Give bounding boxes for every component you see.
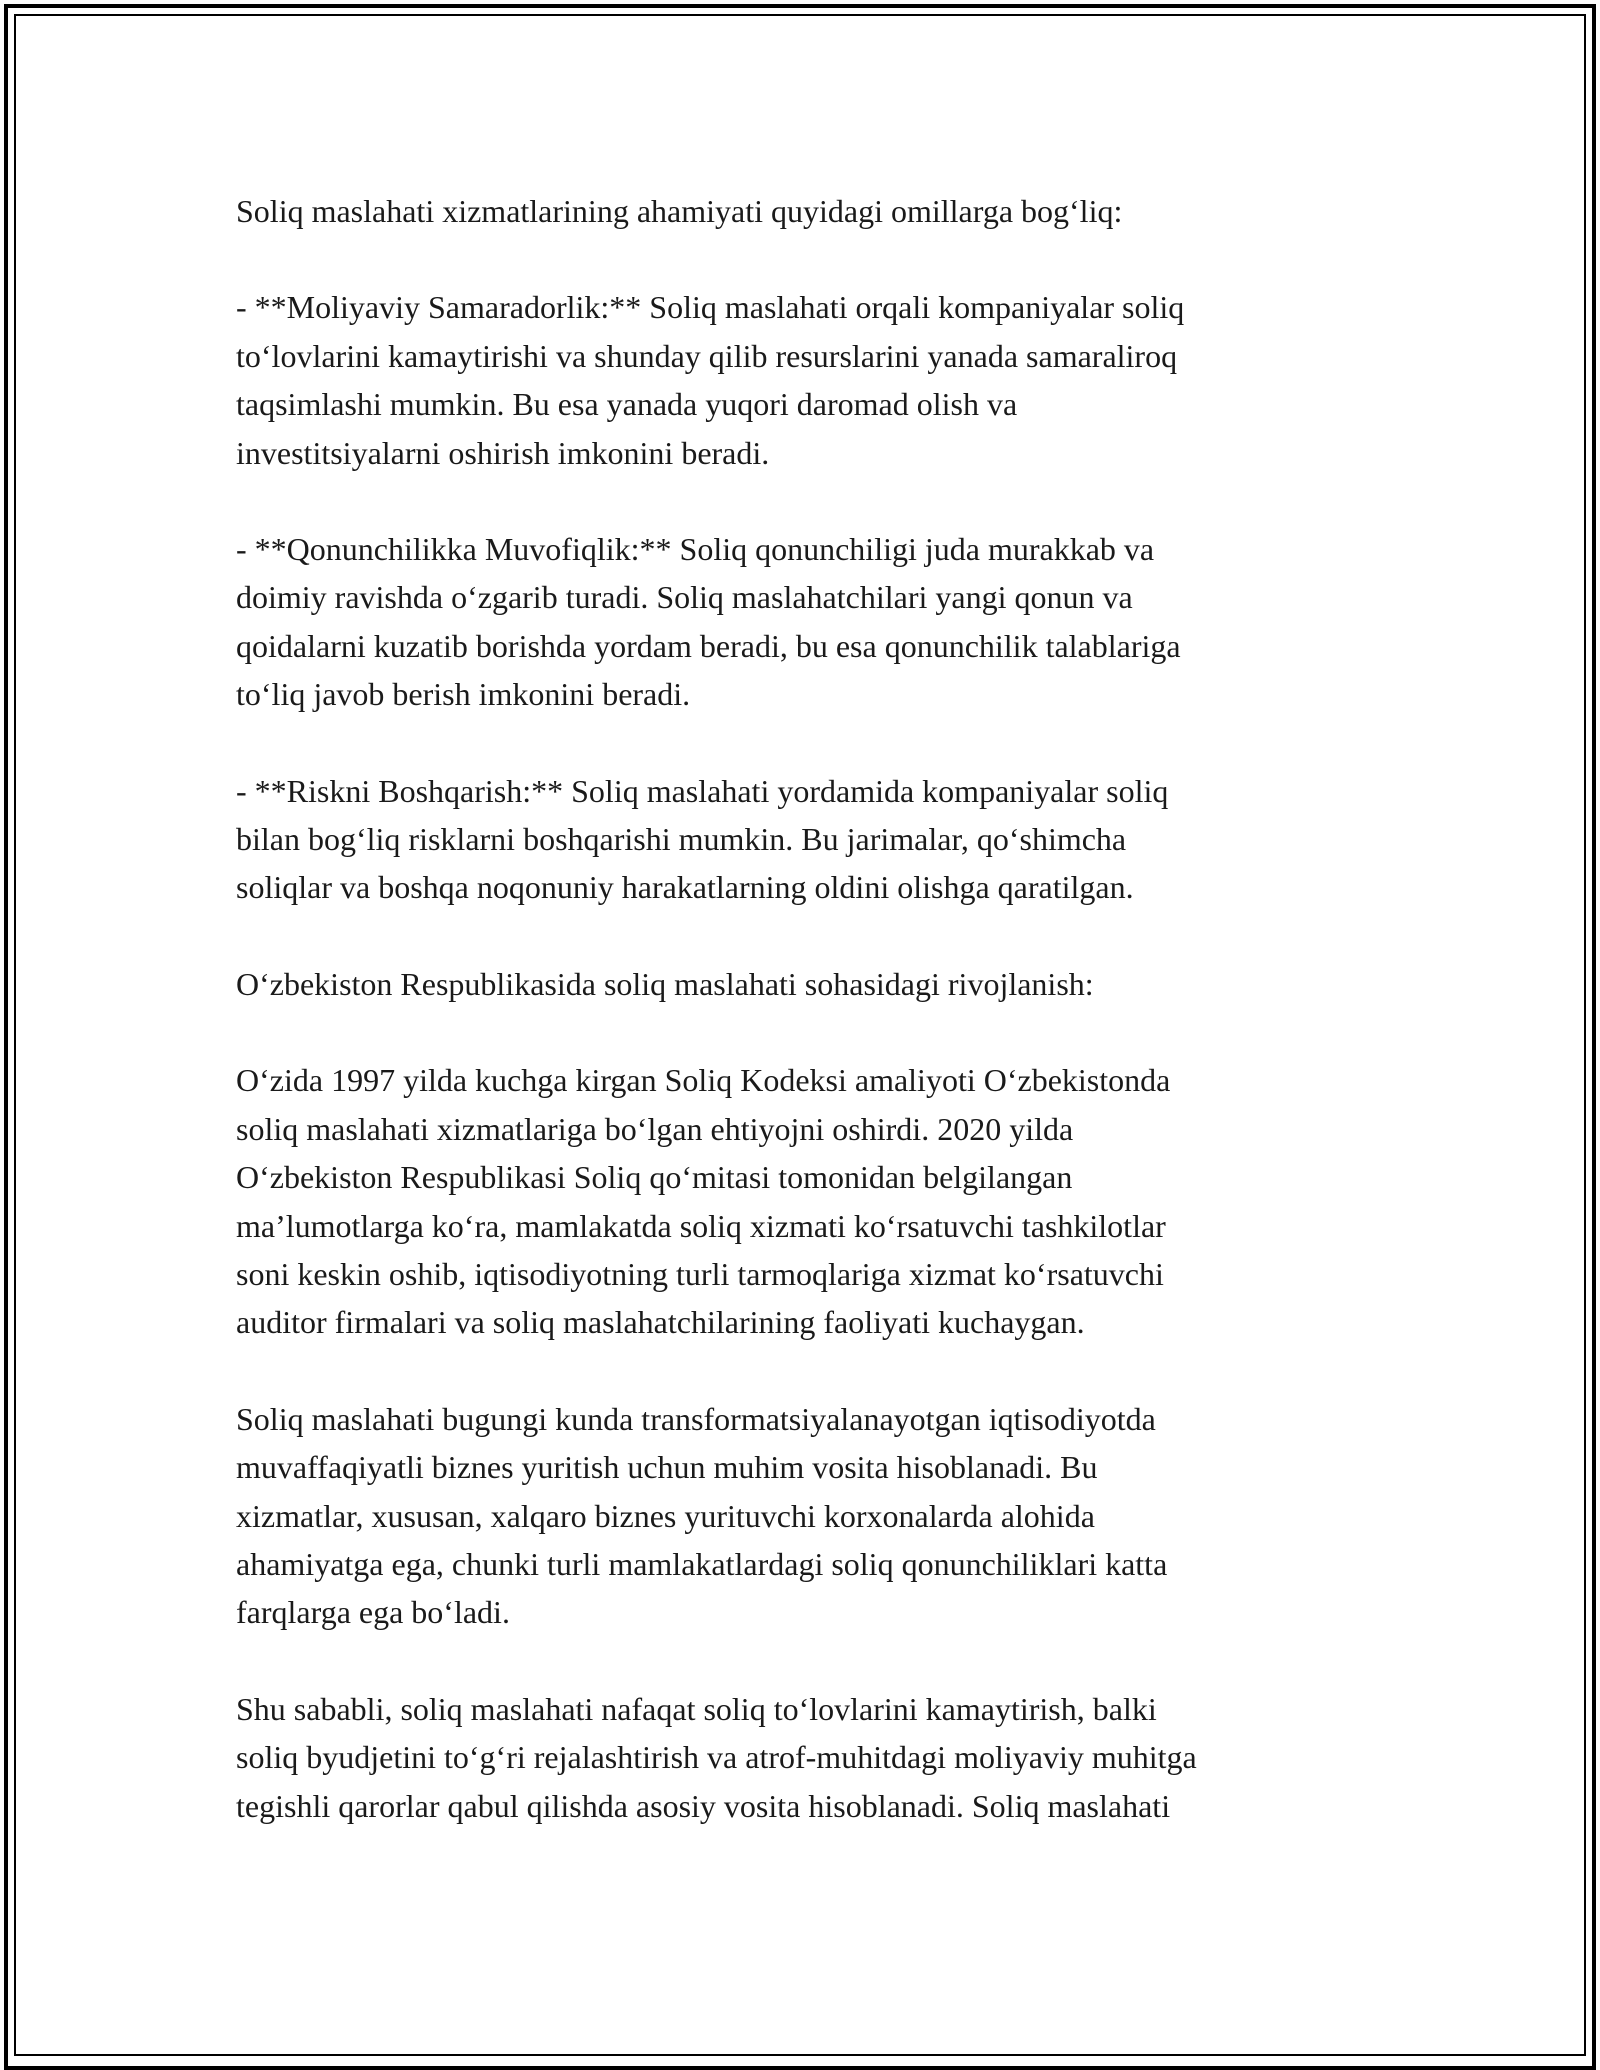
paragraph-legal-compliance: [236, 525, 1366, 719]
text-line: to‘liq javob berish imkonini beradi.: [236, 676, 691, 713]
paragraph-risk-management: [236, 767, 1366, 912]
text-line: bilan bog‘liq risklarni boshqarishi mumkin. Bu jarimalar, qo‘shimcha: [236, 821, 1127, 858]
text-line: - **Moliyaviy Samaradorlik:** Soliq maslahati orqali kompaniyalar soliq: [236, 289, 1185, 326]
text-line: farqlarga ega bo‘ladi.: [236, 1594, 510, 1631]
text-line: qoidalarni kuzatib borishda yordam beradi, bu esa qonunchilik talablariga: [236, 627, 1181, 664]
text-line: ahamiyatga ega, chunki turli mamlakatlardagi soliq qonunchiliklari katta: [236, 1545, 1168, 1582]
text-line: muvaffaqiyatli biznes yuritish uchun muhim vosita hisoblanadi. Bu: [236, 1449, 1098, 1486]
text-line: Soliq maslahati xizmatlarining ahamiyati quyidagi omillarga bog‘liq:: [236, 193, 1123, 229]
text-line: soliq byudjetini to‘g‘ri rejalashtirish va atrof-muhitdagi moliyaviy muhitga: [236, 1739, 1197, 1776]
paragraph-financial-efficiency: [236, 283, 1366, 477]
paragraph-tax-code-history: [236, 1056, 1366, 1346]
text-line: soni keskin oshib, iqtisodiyotning turli tarmoqlariga xizmat ko‘rsatuvchi: [236, 1255, 1164, 1292]
text-line: xizmatlar, xususan, xalqaro biznes yurituvchi korxonalarda alohida: [236, 1497, 1095, 1534]
text-line: - **Qonunchilikka Muvofiqlik:** Soliq qonunchiligi juda murakkab va: [236, 531, 1155, 568]
text-line: auditor firmalari va soliq maslahatchilarining faoliyati kuchaygan.: [236, 1304, 1085, 1341]
text-line: Soliq maslahati bugungi kunda transformatsiyalanayotgan iqtisodiyotda: [236, 1400, 1156, 1437]
text-line: taqsimlashi mumkin. Bu esa yanada yuqori daromad olish va: [236, 386, 1018, 423]
text-line: Shu sababli, soliq maslahati nafaqat soliq to‘lovlarini kamaytirish, balki: [236, 1690, 1157, 1727]
text-line: O‘zbekiston Respublikasida soliq maslahati sohasidagi rivojlanish:: [236, 965, 1094, 1002]
text-line: investitsiyalarni oshirish imkonini beradi.: [236, 434, 770, 471]
text-line: O‘zida 1997 yilda kuchga kirgan Soliq Kodeksi amaliyoti O‘zbekistonda: [236, 1062, 1171, 1099]
text-line: soliqlar va boshqa noqonuniy harakatlarning oldini olishga qaratilgan.: [236, 869, 1134, 906]
text-line: O‘zbekiston Respublikasi Soliq qo‘mitasi tomonidan belgilangan: [236, 1159, 1073, 1196]
text-line: soliq maslahati xizmatlariga bo‘lgan ehtiyojni oshirdi. 2020 yilda: [236, 1110, 1074, 1147]
text-line: ma’lumotlarga ko‘ra, mamlakatda soliq xizmati ko‘rsatuvchi tashkilotlar: [236, 1207, 1166, 1244]
paragraph-intro: [236, 187, 1366, 235]
document-body: [236, 187, 1366, 1878]
text-line: - **Riskni Boshqarish:** Soliq maslahati yordamida kompaniyalar soliq: [236, 772, 1169, 809]
paragraph-transformation: [236, 1395, 1366, 1637]
text-line: doimiy ravishda o‘zgarib turadi. Soliq maslahatchilari yangi qonun va: [236, 579, 1133, 616]
paragraph-uzbekistan-heading: [236, 960, 1366, 1008]
text-line: to‘lovlarini kamaytirishi va shunday qilib resurslarini yanada samaraliroq: [236, 337, 1178, 374]
text-line: tegishli qarorlar qabul qilishda asosiy vosita hisoblanadi. Soliq maslahati: [236, 1787, 1171, 1824]
paragraph-conclusion: [236, 1685, 1366, 1830]
